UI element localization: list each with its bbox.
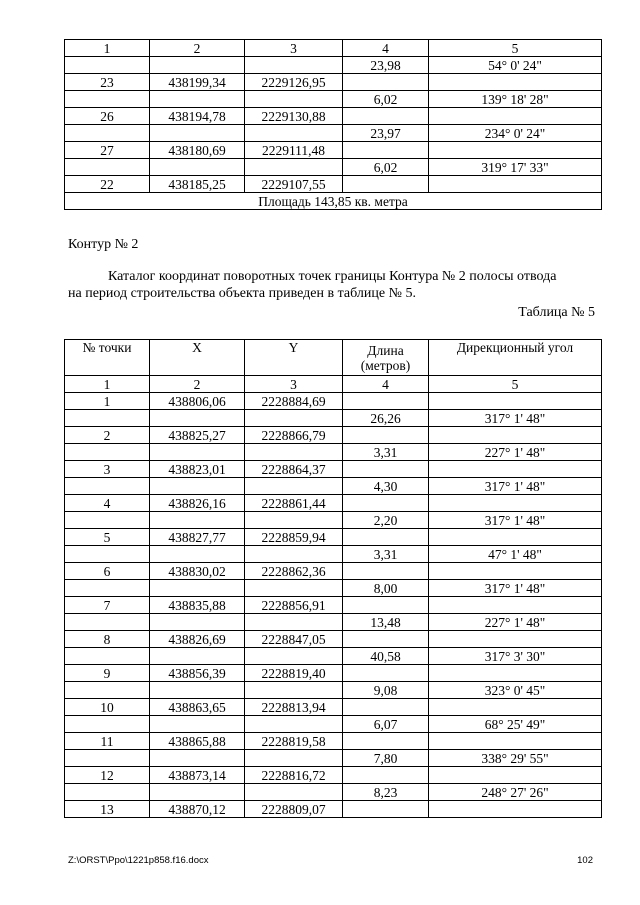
table-cell: 8,23 (343, 784, 429, 801)
table-row (65, 614, 602, 631)
table-cell: 319° 17' 33" (429, 159, 602, 176)
table-row (65, 461, 602, 478)
table-cell: 317° 1' 48" (429, 512, 602, 529)
table-cell: 6,02 (343, 159, 429, 176)
table-row (65, 108, 602, 125)
table-cell: 2228859,94 (245, 529, 343, 546)
table-row (65, 682, 602, 699)
table-cell (429, 699, 602, 716)
table-caption: Таблица № 5 (518, 305, 595, 320)
table-row (65, 597, 602, 614)
table-cell (150, 478, 245, 495)
table-cell (150, 648, 245, 665)
table-cell: 2228861,44 (245, 495, 343, 512)
table-cell (429, 801, 602, 818)
table-cell (343, 461, 429, 478)
table-cell: 9 (65, 665, 150, 682)
table-cell: 438823,01 (150, 461, 245, 478)
table-cell (343, 529, 429, 546)
table-cell: 438865,88 (150, 733, 245, 750)
column-number: 2 (150, 40, 245, 57)
table-cell (429, 767, 602, 784)
area-total: Площадь 143,85 кв. метра (65, 193, 602, 210)
column-number: 3 (245, 376, 343, 393)
table-row (65, 159, 602, 176)
table-cell: 8,00 (343, 580, 429, 597)
column-number: 5 (429, 40, 602, 57)
table-cell (343, 393, 429, 410)
table-row (65, 410, 602, 427)
table-cell: 438835,88 (150, 597, 245, 614)
table-row (65, 529, 602, 546)
table-cell: 6,02 (343, 91, 429, 108)
table-cell (150, 784, 245, 801)
coordinates-table-4 (64, 39, 602, 210)
table-cell (429, 665, 602, 682)
table-cell (343, 108, 429, 125)
table-cell (65, 546, 150, 563)
table-cell (343, 801, 429, 818)
table-cell (65, 91, 150, 108)
table-row (65, 393, 602, 410)
table-cell: 2228847,05 (245, 631, 343, 648)
table-cell: 13 (65, 801, 150, 818)
table-cell: 338° 29' 55" (429, 750, 602, 767)
table-cell: 2228864,37 (245, 461, 343, 478)
table-cell (245, 682, 343, 699)
table-header-row (65, 340, 602, 376)
table-row (65, 716, 602, 733)
table-cell: 7 (65, 597, 150, 614)
table-cell (65, 512, 150, 529)
table-cell (429, 461, 602, 478)
table-cell: 323° 0' 45" (429, 682, 602, 699)
table-cell (65, 57, 150, 74)
table-row (65, 142, 602, 159)
table-cell (245, 410, 343, 427)
table-cell (245, 57, 343, 74)
table-cell (150, 614, 245, 631)
table-cell (429, 495, 602, 512)
table-cell (150, 444, 245, 461)
table-cell (343, 733, 429, 750)
table-cell: 3,31 (343, 546, 429, 563)
table-cell: 2228819,40 (245, 665, 343, 682)
table-cell (429, 597, 602, 614)
table-cell (245, 580, 343, 597)
table-cell (245, 512, 343, 529)
table-cell: 23 (65, 74, 150, 91)
table-cell: 3 (65, 461, 150, 478)
table-cell (343, 176, 429, 193)
table-cell (65, 444, 150, 461)
table-cell (429, 74, 602, 91)
column-number-row (65, 40, 602, 57)
table-cell: 40,58 (343, 648, 429, 665)
table-cell (343, 142, 429, 159)
table-cell: 2228813,94 (245, 699, 343, 716)
table-row (65, 546, 602, 563)
table-row (65, 478, 602, 495)
area-row (65, 193, 602, 210)
table-cell (65, 478, 150, 495)
table-cell (429, 563, 602, 580)
table-cell (343, 597, 429, 614)
paragraph-line-1: Каталог координат поворотных точек границы Контура № 2 полосы отвода (108, 269, 557, 284)
table-cell: 438180,69 (150, 142, 245, 159)
header-length: Длина (метров) (343, 340, 429, 376)
table-cell (245, 91, 343, 108)
table-cell: 2229130,88 (245, 108, 343, 125)
table-cell: 2228862,36 (245, 563, 343, 580)
header-y: Y (245, 340, 343, 376)
table-cell: 2228819,58 (245, 733, 343, 750)
table-row (65, 125, 602, 142)
table-cell (343, 665, 429, 682)
table-cell: 317° 1' 48" (429, 410, 602, 427)
table-cell: 438856,39 (150, 665, 245, 682)
table-cell: 2229107,55 (245, 176, 343, 193)
table-cell: 26 (65, 108, 150, 125)
coordinates-table-5 (64, 339, 602, 818)
table-cell (245, 478, 343, 495)
table-row (65, 699, 602, 716)
table-cell: 438194,78 (150, 108, 245, 125)
table-row (65, 784, 602, 801)
table-row (65, 427, 602, 444)
table-cell (150, 546, 245, 563)
column-number: 4 (343, 40, 429, 57)
table-cell: 6,07 (343, 716, 429, 733)
table-cell (245, 444, 343, 461)
table-cell: 6 (65, 563, 150, 580)
table-cell: 2228856,91 (245, 597, 343, 614)
table-row (65, 648, 602, 665)
table-cell (343, 699, 429, 716)
table-cell: 227° 1' 48" (429, 614, 602, 631)
table-row (65, 91, 602, 108)
table-cell (65, 580, 150, 597)
table-cell (65, 648, 150, 665)
table-cell (343, 631, 429, 648)
table-cell: 10 (65, 699, 150, 716)
table-cell: 2 (65, 427, 150, 444)
column-number-row (65, 376, 602, 393)
table-cell: 2229111,48 (245, 142, 343, 159)
table-cell (150, 716, 245, 733)
table-cell (429, 142, 602, 159)
table-row (65, 580, 602, 597)
table-row (65, 801, 602, 818)
table-cell: 23,98 (343, 57, 429, 74)
table-cell (150, 91, 245, 108)
table-cell (150, 580, 245, 597)
table-cell: 438830,02 (150, 563, 245, 580)
table-row (65, 512, 602, 529)
table-cell (343, 563, 429, 580)
header-x: X (150, 340, 245, 376)
table-cell (343, 767, 429, 784)
column-number: 5 (429, 376, 602, 393)
table-cell: 438806,06 (150, 393, 245, 410)
table-cell (150, 750, 245, 767)
table-cell: 22 (65, 176, 150, 193)
table-cell (65, 159, 150, 176)
table-cell: 438185,25 (150, 176, 245, 193)
contour-title: Контур № 2 (68, 237, 139, 252)
table-row (65, 767, 602, 784)
table-cell: 139° 18' 28" (429, 91, 602, 108)
table-cell: 234° 0' 24" (429, 125, 602, 142)
table-cell: 438826,69 (150, 631, 245, 648)
table-cell (429, 393, 602, 410)
table-cell (65, 614, 150, 631)
table-cell (245, 716, 343, 733)
column-number: 2 (150, 376, 245, 393)
table-cell: 1 (65, 393, 150, 410)
table-cell (245, 546, 343, 563)
table-row (65, 750, 602, 767)
table-cell: 3,31 (343, 444, 429, 461)
table-cell: 4,30 (343, 478, 429, 495)
table-cell: 2228884,69 (245, 393, 343, 410)
table-cell (245, 614, 343, 631)
catalog-paragraph (68, 268, 596, 302)
table-cell: 8 (65, 631, 150, 648)
column-number: 1 (65, 376, 150, 393)
footer-page-number: 102 (577, 855, 593, 866)
table-cell (343, 427, 429, 444)
table-cell (429, 108, 602, 125)
table-cell: 68° 25' 49" (429, 716, 602, 733)
table-cell: 317° 1' 48" (429, 580, 602, 597)
table-row (65, 495, 602, 512)
table-cell (65, 410, 150, 427)
table-cell: 2229126,95 (245, 74, 343, 91)
table-cell (429, 176, 602, 193)
table-cell: 438870,12 (150, 801, 245, 818)
table-cell: 2228866,79 (245, 427, 343, 444)
table-cell (65, 682, 150, 699)
table-cell (245, 784, 343, 801)
table-cell: 9,08 (343, 682, 429, 699)
table-cell (150, 57, 245, 74)
table-cell (343, 495, 429, 512)
column-number: 1 (65, 40, 150, 57)
table-cell: 248° 27' 26" (429, 784, 602, 801)
table-cell: 13,48 (343, 614, 429, 631)
table-cell: 2,20 (343, 512, 429, 529)
table-cell (65, 750, 150, 767)
table-cell (429, 631, 602, 648)
table-cell: 438825,27 (150, 427, 245, 444)
header-point-number: № точки (65, 340, 150, 376)
table-cell: 26,26 (343, 410, 429, 427)
column-number: 4 (343, 376, 429, 393)
table-cell: 7,80 (343, 750, 429, 767)
table-cell: 2228809,07 (245, 801, 343, 818)
table-cell: 227° 1' 48" (429, 444, 602, 461)
table-cell (150, 125, 245, 142)
table-row (65, 563, 602, 580)
table-cell (150, 682, 245, 699)
footer-file-path: Z:\ORST\Ppo\1221p858.f16.docx (68, 855, 209, 866)
table-cell: 27 (65, 142, 150, 159)
table-row (65, 631, 602, 648)
table-cell: 4 (65, 495, 150, 512)
table-cell (429, 427, 602, 444)
table-cell: 23,97 (343, 125, 429, 142)
table-cell: 47° 1' 48" (429, 546, 602, 563)
table-cell: 5 (65, 529, 150, 546)
table-cell: 438827,77 (150, 529, 245, 546)
table-cell (429, 529, 602, 546)
header-direction-angle: Дирекционный угол (429, 340, 602, 376)
table-cell (65, 716, 150, 733)
table-cell (150, 159, 245, 176)
table-cell (150, 410, 245, 427)
table-cell: 438199,34 (150, 74, 245, 91)
table-cell: 438863,65 (150, 699, 245, 716)
table-cell: 2228816,72 (245, 767, 343, 784)
table-cell (65, 125, 150, 142)
table-cell: 12 (65, 767, 150, 784)
table-row (65, 444, 602, 461)
table-cell (65, 784, 150, 801)
table-row (65, 176, 602, 193)
table-cell: 438826,16 (150, 495, 245, 512)
table-cell: 317° 3' 30" (429, 648, 602, 665)
table-row (65, 733, 602, 750)
table-cell: 317° 1' 48" (429, 478, 602, 495)
table-cell: 11 (65, 733, 150, 750)
table-cell (245, 159, 343, 176)
table-cell (245, 648, 343, 665)
table-cell: 54° 0' 24" (429, 57, 602, 74)
table-cell (245, 750, 343, 767)
table-cell (429, 733, 602, 750)
column-number: 3 (245, 40, 343, 57)
table-cell (245, 125, 343, 142)
table-cell (150, 512, 245, 529)
table-row (65, 57, 602, 74)
table-row (65, 665, 602, 682)
table-row (65, 74, 602, 91)
paragraph-line-2: на период строительства объекта приведен в таблице № 5. (68, 286, 416, 301)
table-cell (343, 74, 429, 91)
table-cell: 438873,14 (150, 767, 245, 784)
